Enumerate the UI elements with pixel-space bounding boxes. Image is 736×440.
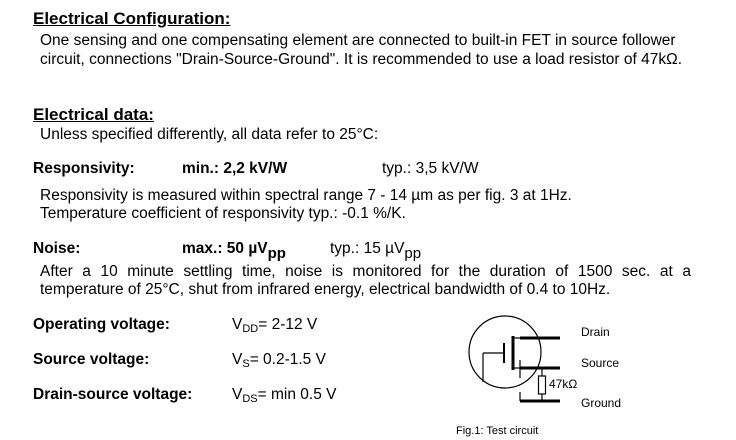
operating-voltage-label: Operating voltage: — [33, 316, 170, 333]
noise-max-unit-sub: pp — [267, 245, 286, 262]
electrical-data-heading: Electrical data: — [33, 105, 154, 124]
source-voltage-subscript: S — [242, 358, 250, 370]
source-voltage-label: Source voltage: — [33, 351, 150, 368]
responsivity-typ: typ.: 3,5 kV/W — [382, 160, 479, 177]
drain-source-voltage-subscript: DS — [242, 393, 258, 405]
noise-line-1: After a 10 minute settling time, noise is monitored for the duration of 1500 sec. at a — [40, 263, 691, 280]
operating-voltage-symbol: V — [232, 316, 243, 333]
ground-label: Ground — [581, 396, 622, 410]
operating-voltage-range: = 2-12 V — [258, 316, 318, 333]
electrical-configuration-line-2: circuit, connections "Drain-Source-Ground". It is recommended to use a load resistor of 47kΩ. — [40, 51, 683, 68]
figure-caption: Fig.1: Test circuit — [456, 425, 539, 437]
responsivity-line-1: Responsivity is measured within spectral range 7 - 14 µm as per fig. 3 at 1Hz. — [40, 187, 572, 204]
noise-typ-value: typ.: 15 µV — [330, 240, 405, 257]
responsivity-line-2: Temperature coefficient of responsivity typ.: -0.1 %/K. — [40, 205, 406, 222]
drain-source-voltage-symbol: V — [232, 386, 243, 403]
electrical-configuration-heading: Electrical Configuration: — [33, 9, 231, 28]
drain-label: Drain — [581, 325, 610, 339]
load-resistor — [539, 376, 546, 394]
noise-typ-unit-sub: pp — [404, 245, 422, 262]
drain-source-voltage-range: = min 0.5 V — [257, 386, 337, 403]
responsivity-label: Responsivity: — [33, 160, 135, 177]
source-voltage-range: = 0.2-1.5 V — [249, 351, 326, 368]
resistor-label: 47kΩ — [549, 377, 578, 391]
noise-label: Noise: — [33, 240, 81, 257]
operating-voltage-subscript: DD — [242, 323, 259, 335]
drain-source-voltage-label: Drain-source voltage: — [33, 386, 193, 403]
electrical-data-note: Unless specified differently, all data refer to 25°C: — [40, 126, 379, 143]
electrical-configuration-line-1: One sensing and one compensating element are connected to built-in FET in source follower — [40, 32, 676, 49]
source-voltage-symbol: V — [232, 351, 243, 368]
source-label: Source — [581, 356, 620, 370]
noise-max-value: max.: 50 µV — [182, 240, 268, 257]
noise-line-2: temperature of 25°C, shut from infrared energy, electrical bandwidth of 0.4 to 10Hz. — [40, 281, 611, 298]
responsivity-min: min.: 2,2 kV/W — [182, 160, 288, 177]
